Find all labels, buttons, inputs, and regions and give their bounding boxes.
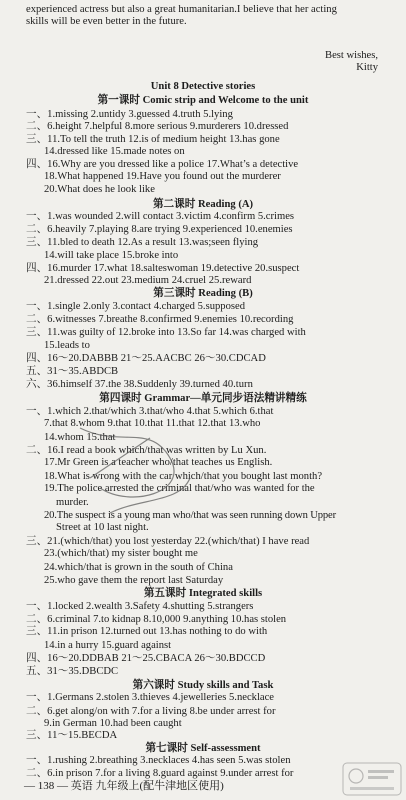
section-heading: 第三课时 Reading (B)	[153, 288, 253, 299]
answer-line: skills will be even better in the future.	[26, 16, 187, 27]
section-heading: 第六课时 Study skills and Task	[132, 680, 274, 691]
answer-line: 三、21.(which/that) you lost yesterday 22.(which/that) I have read	[26, 536, 310, 547]
answer-line: 二、16.I read a book which/that was written by Lu Xun.	[26, 445, 267, 456]
answer-line: 三、11.bled to death 12.As a result 13.was;seen flying	[26, 237, 259, 248]
answer-line: 三、11.To tell the truth 12.is of medium height 13.has gone	[26, 134, 280, 145]
answer-line: 三、11.in prison 12.turned out 13.has nothing to do with	[26, 626, 268, 637]
answer-line: 二、6.height 7.helpful 8.more serious 9.murderers 10.dressed	[26, 121, 289, 132]
answer-line: 19.The police arrested the criminal that/who was wanted for the	[44, 483, 315, 494]
answer-line: Street at 10 last night.	[56, 522, 149, 533]
answer-line: 一、1.missing 2.untidy 3.guessed 4.truth 5.lying	[26, 109, 233, 120]
section-heading: Unit 8 Detective stories	[150, 81, 256, 92]
answer-line: experienced actress but also a great humanitarian.I believe that her acting	[26, 4, 337, 15]
answer-line: 14.whom 15.that	[44, 432, 116, 443]
answer-line: Kitty	[356, 62, 378, 73]
answer-line: 三、11.was guilty of 12.broke into 13.So far 14.was charged with	[26, 327, 306, 338]
answer-line: 二、6.get along/on with 7.for a living 8.be under arrest for	[26, 706, 276, 717]
answer-line: 一、1.locked 2.wealth 3.Safety 4.shutting 5.strangers	[26, 601, 254, 612]
answer-line: 一、1.was wounded 2.will contact 3.victim 4.confirm 5.crimes	[26, 211, 295, 222]
answer-line: murder.	[56, 497, 89, 508]
answer-line: 9.in German 10.had been caught	[44, 718, 182, 729]
answer-line: 14.dressed like 15.made notes on	[44, 146, 185, 157]
page-footer: — 138 — 英语 九年级上(配牛津地区使用)	[24, 780, 224, 792]
answer-line: 14.will take place 15.broke into	[44, 250, 179, 261]
answer-line: 24.which/that is grown in the south of China	[44, 562, 233, 573]
answer-line: 15.leads to	[44, 340, 90, 351]
answer-line: 二、6.criminal 7.to kidnap 8.10,000 9.anything 10.has stolen	[26, 614, 287, 625]
section-heading: 第七课时 Self-assessment	[145, 743, 261, 754]
answer-line: 五、31～35.DBCDC	[26, 666, 119, 677]
answer-line: 二、6.heavily 7.playing 8.are trying 9.experienced 10.enemies	[26, 224, 293, 235]
section-heading: 第五课时 Integrated skills	[143, 588, 263, 599]
answer-line: 四、16.murder 17.what 18.salteswoman 19.detective 20.suspect	[26, 263, 300, 274]
answer-line: 20.What does he look like	[44, 184, 155, 195]
answer-line: 六、36.himself 37.the 38.Suddenly 39.turned 40.turn	[26, 379, 253, 390]
answer-line: 一、1.Germans 2.stolen 3.thieves 4.jewelleries 5.necklace	[26, 692, 274, 703]
answer-line: 7.that 8.whom 9.that 10.that 11.that 12.that 13.who	[44, 418, 261, 429]
answer-line: 17.Mr Green is a teacher who/that teaches us English.	[44, 457, 273, 468]
answer-line: 五、31～35.ABDCB	[26, 366, 119, 377]
section-heading: 第四课时 Grammar—单元同步语法精讲精练	[99, 393, 307, 404]
answer-line: 18.What is wrong with the car which/that you bought last month?	[44, 471, 323, 482]
answer-line: 四、16.Why are you dressed like a police 17.What’s a detective	[26, 159, 299, 170]
answer-line: 20.The suspect is a young man who/that was seen running down Upper	[44, 510, 336, 521]
section-heading: 第二课时 Reading (A)	[152, 199, 254, 210]
answer-line: 一、1.which 2.that/which 3.that/who 4.that 5.which 6.that	[26, 406, 274, 417]
answer-line: 二、6.in prison 7.for a living 8.guard against 9.under arrest for	[26, 768, 294, 779]
answer-line: 18.What happened 19.Have you found out the murderer	[44, 171, 281, 182]
answer-line: Best wishes,	[325, 50, 378, 61]
answer-line: 21.dressed 22.out 23.medium 24.cruel 25.reward	[44, 275, 252, 286]
answer-line: 14.in a hurry 15.guard against	[44, 640, 172, 651]
answer-line: 二、6.witnesses 7.breathe 8.confirmed 9.enemies 10.recording	[26, 314, 294, 325]
answer-line: 23.(which/that) my sister bought me	[44, 548, 198, 559]
answer-line: 一、1.rushing 2.breathing 3.necklaces 4.has seen 5.was stolen	[26, 755, 291, 766]
answer-line: 四、16～20.DDBAB 21～25.CBACA 26～30.BDCCD	[26, 653, 266, 664]
answer-line: 四、16～20.DABBB 21～25.AACBC 26～30.CDCAD	[26, 353, 266, 364]
answer-line: 一、1.single 2.only 3.contact 4.charged 5.supposed	[26, 301, 245, 312]
answer-line: 三、11～15.BECDA	[26, 730, 118, 741]
answer-line: 25.who gave them the report last Saturday	[44, 575, 224, 586]
section-heading: 第一课时 Comic strip and Welcome to the unit	[97, 95, 309, 106]
watermark-logo-icon	[342, 762, 402, 796]
